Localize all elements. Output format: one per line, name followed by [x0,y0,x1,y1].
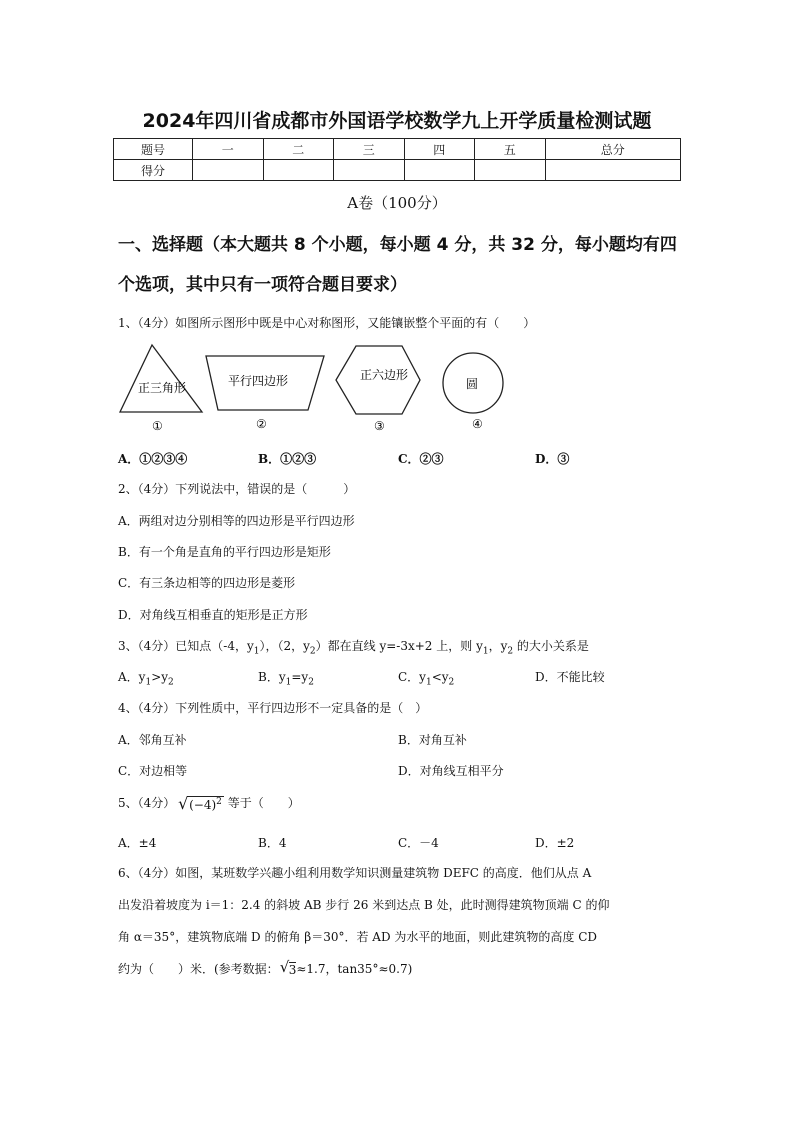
question-2-stem: 2、（4分）下列说法中，错误的是（ ） [118,482,356,496]
shape-label: 正三角形 [138,381,187,395]
option: B．4 [258,836,287,850]
score-cell: 得分 [114,160,193,181]
score-table-header-row [114,139,681,160]
question-5-stem: 5、（4分） √ $(-4)^2$ 等于（ ） [118,793,300,813]
page-title: 2024年四川省成都市外国语学校数学九上开学质量检测试题 [142,110,652,132]
shape-number: ① [152,419,163,433]
question-1-stem: 1、（4分）如图所示图形中既是中心对称图形，又能镶嵌整个平面的有（ ） [118,316,536,330]
option: A．$y_1>y_2$ [118,670,174,688]
shape-number: ④ [472,417,483,431]
option: D．±2 [535,836,575,850]
triangle-shape [120,345,202,412]
shape-label: 圆 [466,377,479,391]
score-cell: 三 [334,139,405,160]
option: A．①②③④ [118,452,188,466]
question-4-stem: 4、（4分）下列性质中，平行四边形不一定具备的是（ ） [118,701,428,715]
option: B．$y_1=y_2$ [258,670,314,688]
section-heading: 一、选择题（本大题共 8 个小题，每小题 4 分，共 32 分，每小题均有四个选项，其中只有一项符合题目要求） [118,235,677,295]
option: C．对边相等 [118,764,188,778]
option: A．两组对边分别相等的四边形是平行四边形 [118,514,355,528]
score-input-cell [193,160,264,181]
option: D．对角线互相平分 [398,764,504,778]
score-cell: 二 [263,139,334,160]
option: A．±4 [118,836,157,850]
score-cell: 一 [193,139,264,160]
radical-sign: √ [279,958,290,976]
shape-number: ② [256,417,267,431]
option: B．①②③ [258,452,317,466]
score-table [113,138,681,181]
question-1-figure [114,340,510,436]
option: C．②③ [398,452,444,466]
score-input-cell [263,160,334,181]
option: D．③ [535,452,570,466]
shape-label: 正六边形 [360,368,409,382]
radical-expression: √ 3 [279,958,297,977]
option: A．邻角互补 [118,733,187,747]
score-cell: 四 [404,139,475,160]
score-input-cell [475,160,546,181]
score-cell: 题号 [114,139,193,160]
option: C．$y_1<y_2$ [398,670,455,688]
option: D．不能比较 [535,670,605,684]
score-input-cell [334,160,405,181]
score-input-cell [545,160,681,181]
shape-number: ③ [374,419,385,433]
option: C．有三条边相等的四边形是菱形 [118,576,296,590]
question-6-stem: 6、（4分）如图，某班数学兴趣小组利用数学知识测量建筑物 DEFC 的高度．他们从点 A 出发沿着坡度为 i＝1：2.4 的斜坡 AB 步行 26 米到达点 B 处，此时测得建筑物顶端 C 的仰 角 α＝35°，建筑物底端 D 的俯角 β＝30°．若 AD 为水平的地面，则此建筑物的高度 CD 约为（ ）米．(参考数据： √ 3≈1.7，tan35°≈0.7) [118,866,610,977]
score-table-score-row [114,160,681,181]
option: C．－4 [398,836,439,850]
shape-label: 平行四边形 [228,374,289,388]
score-cell: 总分 [545,139,681,160]
volume-heading: A卷（100分） [347,194,447,212]
option: B．对角互补 [398,733,467,747]
question-3-stem: 3、（4分）已知点（-4，$y_1$），（2，$y_2$）都在直线 y=-3x+2 上，则 $y_1$，$y_2$ 的大小关系是 [118,639,589,657]
score-input-cell [404,160,475,181]
radical-expression: √ $(-4)^2$ [178,793,222,813]
option: B．有一个角是直角的平行四边形是矩形 [118,545,331,559]
score-cell: 五 [475,139,546,160]
radical-sign: √ [178,793,189,813]
option: D．对角线互相垂直的矩形是正方形 [118,608,308,622]
